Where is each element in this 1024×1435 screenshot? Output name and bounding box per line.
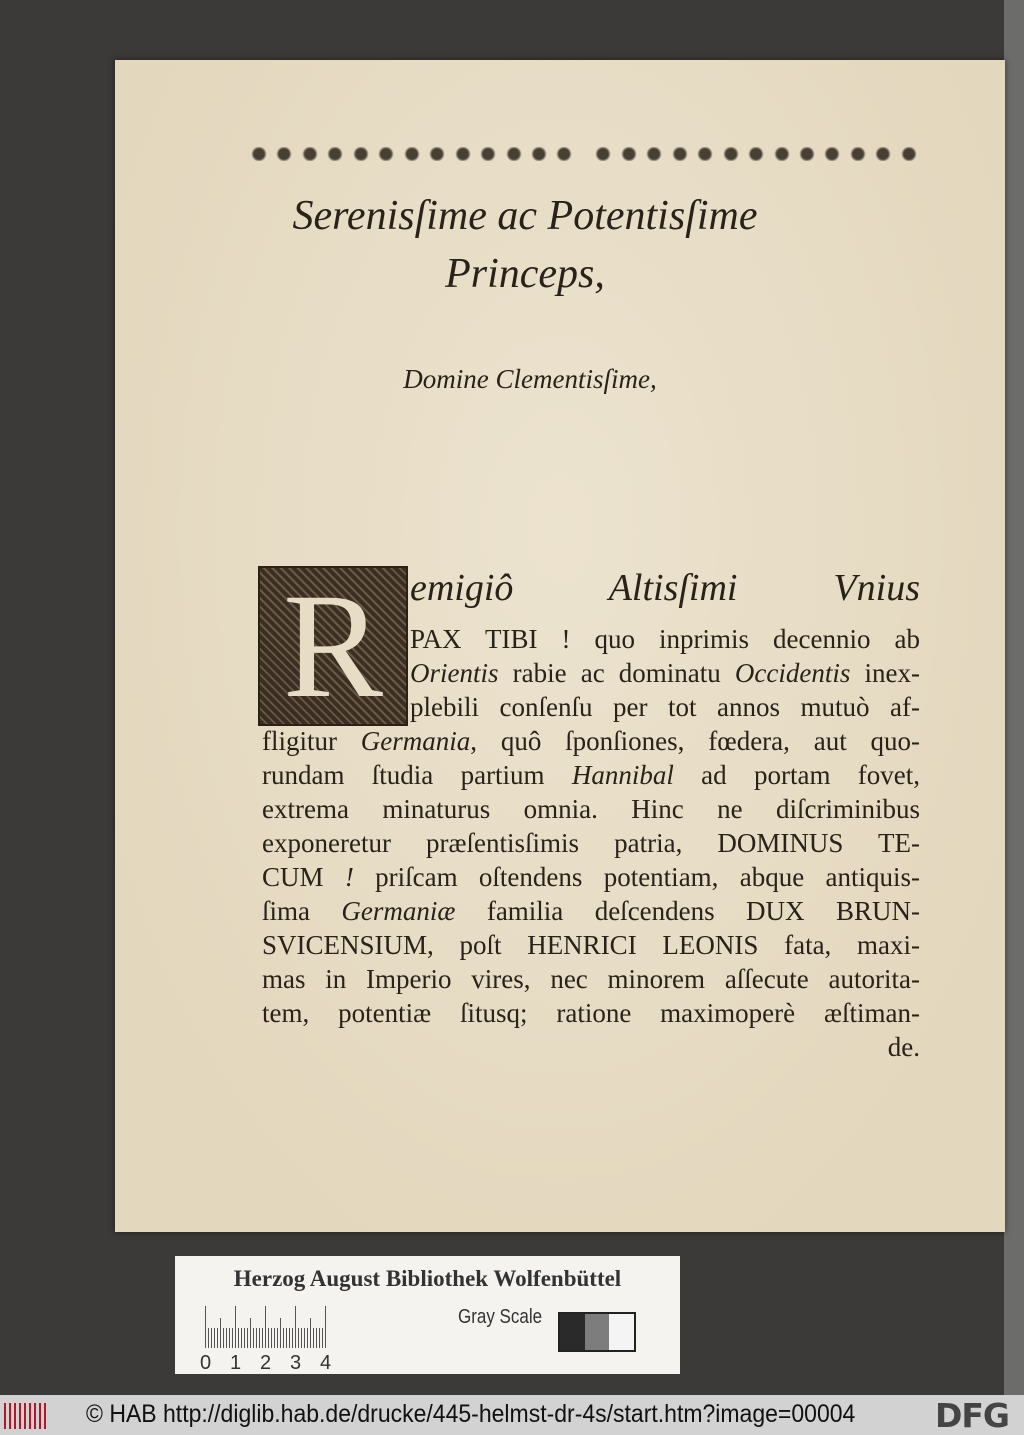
- dfg-logo: DFG: [935, 1396, 1010, 1435]
- ruler-number: 1: [230, 1352, 242, 1374]
- ornament-flower-icon: [592, 147, 614, 161]
- text-segment: fligitur: [262, 726, 361, 756]
- italic-text: Germaniæ: [341, 896, 456, 926]
- ruler-tick: [271, 1328, 272, 1348]
- text-segment: CUM: [262, 862, 345, 892]
- text-segment: ad portam fovet,: [673, 760, 920, 790]
- ornament-flower-icon: [796, 147, 818, 161]
- ornament-flower-icon: [618, 147, 640, 161]
- ruler-number: 0: [200, 1352, 212, 1374]
- text-segment: rabie ac dominatu: [498, 658, 735, 688]
- ornament-flower-icon: [273, 147, 295, 161]
- ruler-tick: [277, 1328, 278, 1348]
- ruler-tick: [265, 1306, 266, 1348]
- ornament-flower-icon: [579, 147, 589, 161]
- body-text: [262, 724, 920, 1064]
- ruler-tick: [205, 1306, 206, 1348]
- text-line: [410, 690, 920, 724]
- scale-label-card: [175, 1256, 680, 1374]
- ruler-tick: [229, 1328, 230, 1348]
- text-segment: plebili conſenſu per tot annos mutuò af-: [410, 692, 920, 722]
- ornament-flower-icon: [553, 147, 575, 161]
- ornament-flower-icon: [745, 147, 767, 161]
- text-segment: inex-: [850, 658, 920, 688]
- library-name: Herzog August Bibliothek Wolfenbüttel: [233, 1266, 622, 1291]
- ruler-tick: [232, 1328, 233, 1348]
- text-segment: mas in Imperio vires, nec minorem aſſecute autorita-: [262, 964, 920, 994]
- ornament-flower-icon: [503, 147, 525, 161]
- copyright-url[interactable]: © HAB http://diglib.hab.de/drucke/445-helmst-dr-4s/start.htm?image=00004: [86, 1400, 856, 1428]
- title-line-2: Princeps,: [445, 251, 605, 297]
- ruler-tick: [322, 1328, 323, 1348]
- ruler-tick: [313, 1328, 314, 1348]
- italic-text: Germania: [360, 726, 471, 756]
- ruler-tick: [304, 1328, 305, 1348]
- ruler-tick: [223, 1328, 224, 1348]
- ruler: [205, 1306, 330, 1348]
- ruler-tick: [289, 1328, 290, 1348]
- ruler-number: 3: [290, 1352, 302, 1374]
- ruler-tick: [253, 1328, 254, 1348]
- ruler-tick: [256, 1328, 257, 1348]
- italic-text: Hannibal: [571, 760, 674, 790]
- text-segment: tem, potentiæ ſitusq; ratione maximoperè æſtiman-: [262, 998, 920, 1028]
- italic-text: Orientis: [410, 658, 499, 688]
- italic-text: Occidentis: [734, 658, 851, 688]
- ruler-tick: [250, 1318, 251, 1348]
- ornament-flower-icon: [350, 147, 372, 161]
- ornament-flower-icon: [821, 147, 843, 161]
- ruler-tick: [280, 1318, 281, 1348]
- ornament-flower-icon: [401, 147, 423, 161]
- ruler-tick: [319, 1328, 320, 1348]
- ornament-flower-icon: [452, 147, 474, 161]
- hab-logo-icon: [4, 1403, 48, 1429]
- ruler-tick: [325, 1306, 326, 1348]
- text-line: [262, 860, 920, 894]
- gray-swatch: [609, 1314, 634, 1350]
- ruler-tick: [307, 1328, 308, 1348]
- text-segment: familia deſcendens DUX BRUN-: [455, 896, 920, 926]
- ruler-tick: [211, 1328, 212, 1348]
- text-segment: rundam ſtudia partium: [262, 760, 572, 790]
- right-edge-strip: [1004, 0, 1024, 1395]
- gray-scale-swatch: [558, 1312, 636, 1352]
- ruler-tick: [259, 1328, 260, 1348]
- text-line: [262, 826, 920, 860]
- ruler-tick: [262, 1328, 263, 1348]
- text-line: [262, 724, 920, 758]
- ruler-tick: [274, 1328, 275, 1348]
- text-line: [262, 894, 920, 928]
- italic-text: !: [344, 862, 354, 892]
- ruler-tick: [244, 1328, 245, 1348]
- ruler-tick: [316, 1328, 317, 1348]
- text-segment: , quô ſponſiones, fœdera, aut quo-: [470, 726, 920, 756]
- ornament-flower-icon: [872, 147, 894, 161]
- ornament-flower-icon: [771, 147, 793, 161]
- ornament-flower-icon: [375, 147, 397, 161]
- ruler-number: 2: [260, 1352, 272, 1374]
- text-segment: exponeretur præſentisſimis patria, DOMINUS TE-: [262, 828, 920, 858]
- ruler-tick: [268, 1328, 269, 1348]
- text-line: [262, 792, 920, 826]
- ruler-tick: [226, 1328, 227, 1348]
- ornament-flower-icon: [426, 147, 448, 161]
- ornament-flower-icon: [299, 147, 321, 161]
- text-segment: SVICENSIUM, poſt HENRICI LEONIS fata, maxi-: [262, 930, 920, 960]
- text-line: [262, 1030, 920, 1064]
- text-line: [262, 962, 920, 996]
- ruler-tick: [286, 1328, 287, 1348]
- ornament-flower-icon: [643, 147, 665, 161]
- ornament-flower-icon: [669, 147, 691, 161]
- ornament-flower-icon: [528, 147, 550, 161]
- text-segment: extrema minaturus omnia. Hinc ne diſcriminibus: [262, 794, 920, 824]
- decorated-initial: R: [258, 566, 408, 726]
- ornament-flower-icon: [720, 147, 742, 161]
- ruler-tick: [283, 1328, 284, 1348]
- ruler-tick: [238, 1328, 239, 1348]
- body-text-indented: [410, 622, 920, 724]
- footer-bar: [0, 1395, 1024, 1435]
- text-segment: de.: [887, 1032, 920, 1062]
- text-line: [410, 656, 920, 690]
- text-segment: ſima: [262, 896, 342, 926]
- text-line: [262, 758, 920, 792]
- ornament-flower-icon: [847, 147, 869, 161]
- ruler-tick: [310, 1318, 311, 1348]
- text-segment: PAX TIBI ! quo inprimis decennio ab: [410, 624, 920, 654]
- ornament-flower-icon: [248, 147, 270, 161]
- ruler-tick: [214, 1328, 215, 1348]
- gray-swatch: [560, 1314, 585, 1350]
- text-line: [262, 928, 920, 962]
- text-line: [410, 622, 920, 656]
- ornament-flower-icon: [694, 147, 716, 161]
- ruler-tick: [292, 1328, 293, 1348]
- ruler-tick: [217, 1328, 218, 1348]
- gray-swatch: [585, 1314, 610, 1350]
- text-line: [262, 996, 920, 1030]
- ruler-number: 4: [320, 1352, 332, 1374]
- ornament-flower-icon: [477, 147, 499, 161]
- ruler-tick: [241, 1328, 242, 1348]
- first-line: emigiô Altisſimi Vnius: [410, 567, 920, 609]
- ruler-tick: [220, 1318, 221, 1348]
- gray-scale-label: Gray Scale: [458, 1306, 543, 1328]
- ornament-flower-icon: [898, 147, 920, 161]
- ruler-tick: [301, 1328, 302, 1348]
- title-line-1: Serenisſime ac Potentisſime: [292, 193, 758, 239]
- ornament-flower-icon: [324, 147, 346, 161]
- ruler-tick: [298, 1328, 299, 1348]
- ruler-tick: [208, 1328, 209, 1348]
- ruler-tick: [235, 1306, 236, 1348]
- ruler-tick: [295, 1306, 296, 1348]
- ornamental-border: [248, 143, 920, 165]
- ruler-tick: [247, 1328, 248, 1348]
- text-segment: priſcam oſtendens potentiam, abque antiquis-: [353, 862, 920, 892]
- salutation: Domine Clementisſime,: [403, 364, 657, 394]
